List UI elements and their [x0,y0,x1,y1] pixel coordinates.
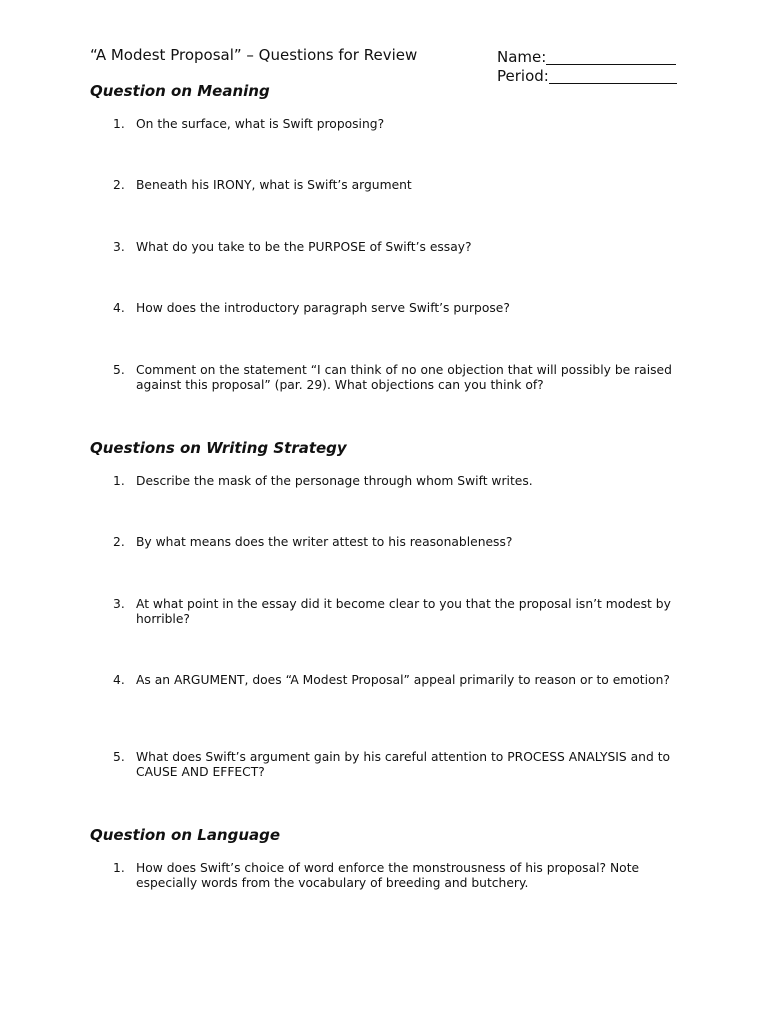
question-item [113,240,673,255]
question-text: On the surface, what is Swift proposing? [136,117,385,131]
question-number: 1. [113,117,125,131]
question-item [113,474,673,489]
question-number: 5. [113,750,125,764]
question-number: 4. [113,301,125,315]
question-number: 5. [113,363,125,377]
question-item [113,861,673,891]
question-number: 1. [113,474,125,488]
section-heading-language: Question on Language [90,826,281,844]
page-title: “A Modest Proposal” – Questions for Review [90,46,418,64]
question-text: What does Swift’s argument gain by his careful attention to PROCESS ANALYSIS and to CAUSE AND EFFECT? [136,750,671,779]
period-label: Period: [497,67,549,85]
question-text: What do you take to be the PURPOSE of Swift’s essay? [136,240,472,254]
question-text: As an ARGUMENT, does “A Modest Proposal” appeal primarily to reason or to emotion? [136,673,670,687]
question-item [113,750,673,780]
section-heading-meaning: Question on Meaning [90,82,270,100]
question-item [113,597,673,627]
question-number: 2. [113,178,125,192]
question-text: Beneath his IRONY, what is Swift’s argument [136,178,412,192]
question-item [113,363,673,393]
question-item [113,673,673,688]
name-field[interactable] [497,46,676,66]
question-number: 2. [113,535,125,549]
period-blank-line[interactable] [549,68,677,84]
question-number: 1. [113,861,125,875]
question-number: 4. [113,673,125,687]
question-text: How does the introductory paragraph serve Swift’s purpose? [136,301,510,315]
question-number: 3. [113,597,125,611]
name-blank-line[interactable] [546,49,676,65]
question-text: Comment on the statement “I can think of no one objection that will possibly be raised against this proposal” (par. 29). What objections can you think of? [136,363,672,392]
question-text: By what means does the writer attest to his reasonableness? [136,535,513,549]
question-item [113,535,673,550]
name-label: Name: [497,48,547,66]
question-item [113,117,673,132]
section-heading-writing-strategy: Questions on Writing Strategy [90,439,347,457]
question-item [113,178,673,193]
question-item [113,301,673,316]
question-text: At what point in the essay did it become clear to you that the proposal isn’t modest by horrible? [136,597,671,626]
question-text: How does Swift’s choice of word enforce the monstrousness of his proposal? Note especially words from the vocabulary of breeding and butchery. [136,861,640,890]
period-field[interactable] [497,65,677,85]
question-number: 3. [113,240,125,254]
question-text: Describe the mask of the personage through whom Swift writes. [136,474,533,488]
